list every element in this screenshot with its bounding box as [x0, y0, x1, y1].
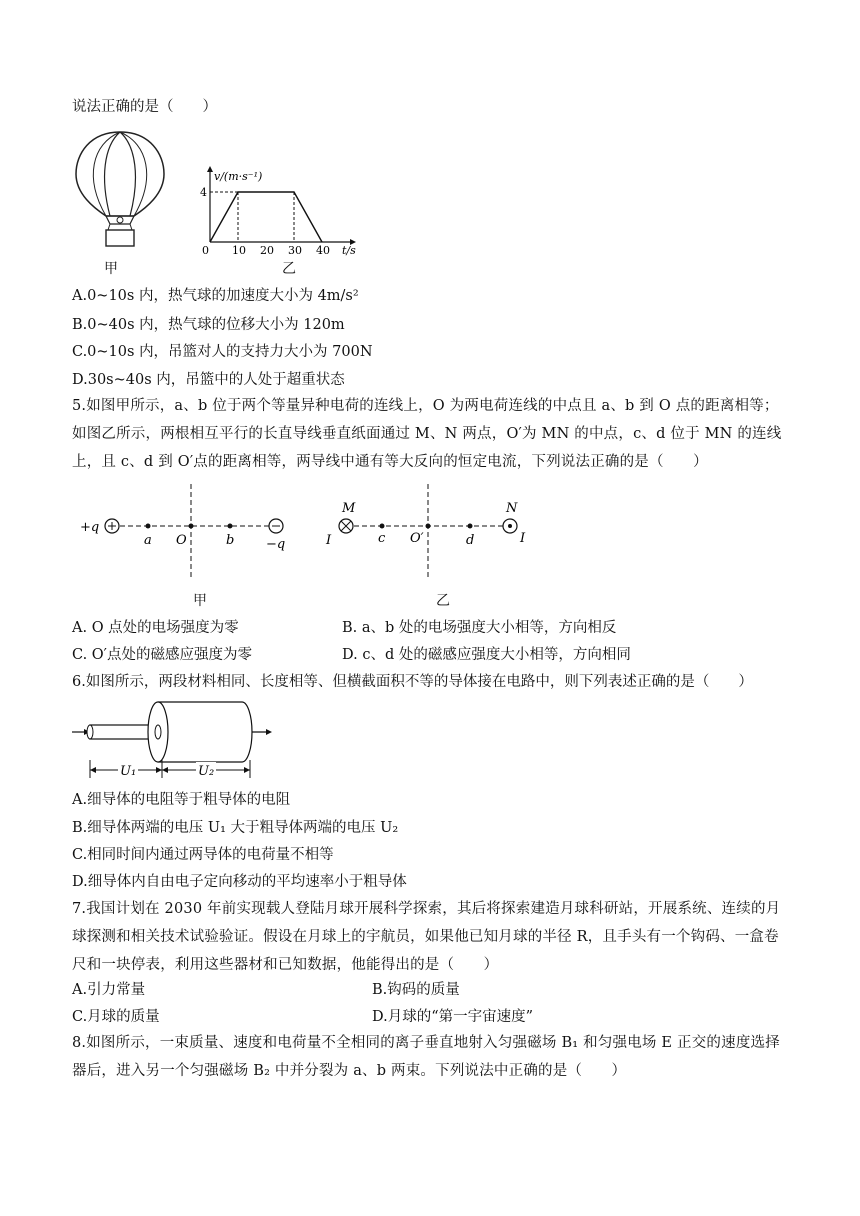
q5-option-b: B. a、b 处的电场强度大小相等，方向相反 — [342, 620, 617, 636]
q4-caption-right: 乙 — [282, 261, 296, 277]
charge-minus-label: −q — [266, 537, 286, 552]
q7-option-d: D.月球的“第一宇宙速度” — [372, 1009, 534, 1025]
q5-option-a: A. O 点处的电场强度为零 — [72, 620, 239, 636]
u2-label: U₂ — [198, 764, 215, 779]
current-left-label: I — [326, 533, 332, 548]
q4-option-d: D.30s~40s 内，吊篮中的人处于超重状态 — [72, 372, 345, 388]
wires-figure — [320, 482, 540, 582]
wire-m-label: M — [342, 501, 356, 516]
q8-stem: 8.如图所示，一束质量、速度和电荷量不全相同的离子垂直地射入匀强磁场 B₁ 和匀强电场 E 正交的速度选择器后，进入另一个匀强磁场 B₂ 中并分裂为 a、b 两束。下列说法中正确的是（ ） — [72, 1035, 780, 1079]
u1-label: U₁ — [120, 764, 137, 779]
point-d-label: d — [466, 533, 475, 548]
q5-option-d: D. c、d 处的磁感应强度大小相等，方向相同 — [342, 647, 631, 663]
wire-n-label: N — [506, 501, 518, 516]
conductor-figure — [70, 698, 290, 786]
thick-conductor — [158, 702, 242, 762]
balloon-envelope — [76, 132, 164, 216]
vt-x-tick-20: 20 — [260, 244, 274, 256]
vt-graph — [194, 166, 364, 256]
q7-stem: 7.我国计划在 2030 年前实现载人登陆月球开展科学探索，其后将探索建造月球科研站，开展系统、连续的月球探测和相关技术试验验证。假设在月球上的宇航员，如果他已知月球的半径 R，且手头有一个钩码、一盒卷尺和一块停表，利用这些器材和已知数据，他能得出的是（ ） — [72, 901, 781, 973]
q5-stem: 5.如图甲所示，a、b 位于两个等量异种电荷的连线上，O 为两电荷连线的中点且 a、b 到 O 点的距离相等；如图乙所示，两根相互平行的长直导线垂直纸面通过 M、N 两点，O′为 MN 的中点，c、d 位于 MN 的连线上，且 c、d 到 O′点的距离相等，两导线中通有等大反向的恒定电流，下列说法正确的是（ ） — [72, 398, 782, 470]
q6-option-d: D.细导体内自由电子定向移动的平均速率小于粗导体 — [72, 874, 407, 890]
vt-x-tick-10: 10 — [232, 244, 246, 256]
vt-x-tick-30: 30 — [288, 244, 302, 256]
point-c-label: c — [378, 531, 386, 546]
q7-option-c: C.月球的质量 — [72, 1009, 160, 1025]
q4-option-b: B.0~40s 内，热气球的位移大小为 120m — [72, 317, 345, 333]
q5-caption-right: 乙 — [436, 593, 450, 609]
balloon-figure — [70, 128, 170, 250]
q6-option-c: C.相同时间内通过两导体的电荷量不相等 — [72, 847, 334, 863]
q4-caption-left: 甲 — [104, 261, 118, 277]
q6-stem: 6.如图所示，两段材料相同、长度相等、但横截面积不等的导体接在电路中，则下列表述正确的是（ ） — [72, 674, 753, 690]
vt-x-label: t/s — [342, 244, 356, 256]
vt-x-tick-40: 40 — [316, 244, 330, 256]
point-a-label: a — [144, 533, 152, 548]
point-b-label: b — [226, 533, 235, 548]
vt-line — [210, 192, 322, 242]
balloon-basket — [106, 230, 134, 246]
charges-figure — [76, 482, 306, 582]
q7-option-a: A.引力常量 — [72, 982, 146, 998]
vt-y-label: v/(m·s⁻¹) — [214, 170, 263, 183]
q4-stem-tail: 说法正确的是（ ） — [72, 99, 217, 115]
q6-option-a: A.细导体的电阻等于粗导体的电阻 — [72, 792, 291, 808]
point-o-label: O — [176, 533, 187, 548]
q4-option-c: C.0~10s 内，吊篮对人的支持力大小为 700N — [72, 344, 373, 360]
vt-y-tick: 4 — [200, 186, 207, 199]
q7-option-b: B.钩码的质量 — [372, 982, 460, 998]
point-o-prime-label: O′ — [410, 531, 424, 546]
q5-caption-left: 甲 — [193, 593, 207, 609]
current-right-label: I — [520, 531, 526, 546]
charge-plus-label: +q — [80, 520, 100, 535]
q4-option-a: A.0~10s 内，热气球的加速度大小为 4m/s² — [72, 288, 359, 304]
vt-origin: 0 — [202, 244, 209, 256]
q5-option-c: C. O′点处的磁感应强度为零 — [72, 647, 252, 663]
q6-option-b: B.细导体两端的电压 U₁ 大于粗导体两端的电压 U₂ — [72, 820, 399, 836]
